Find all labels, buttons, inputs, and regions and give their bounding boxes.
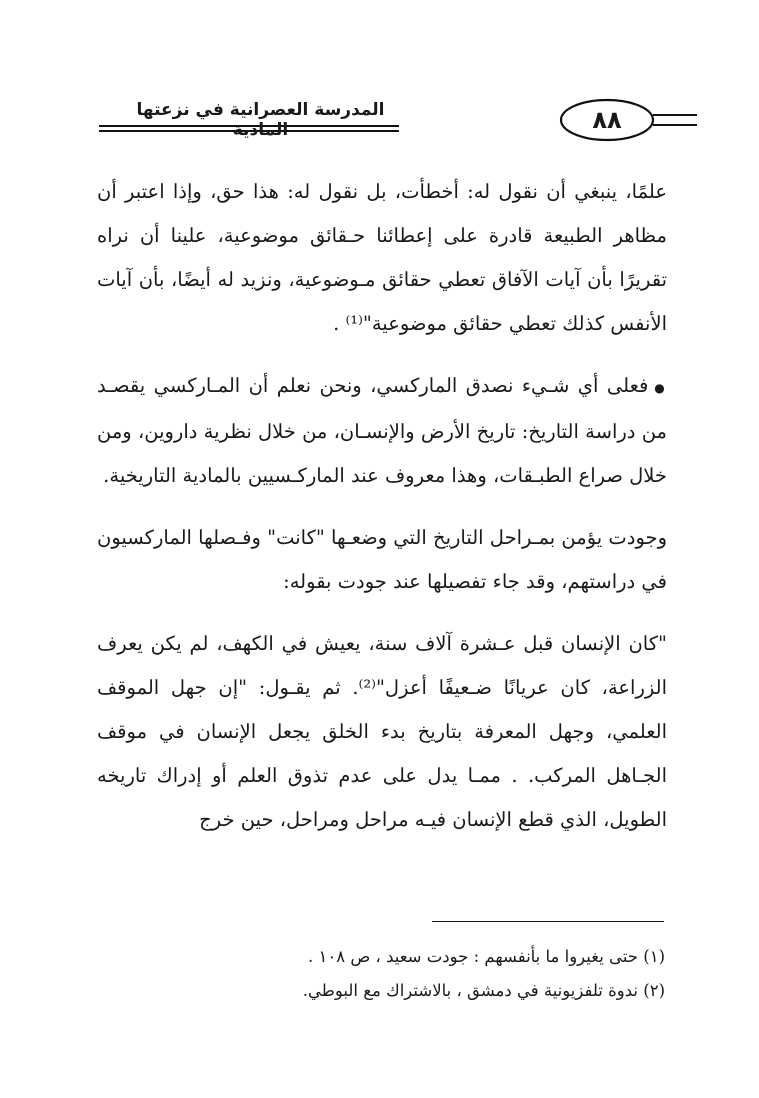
page-number-badge	[557, 96, 657, 144]
paragraph-text: فعلى أي شـيء نصدق الماركسي، ونحن نعلم أن المـاركسي يقصـد من دراسة التاريخ: تاريخ الأرض والإنسـان، من خلال نظرية داروين، ومن خلال صراع الطبـقات، وهذا معروف عند الماركـسيين بالمادية التاريخية.	[97, 374, 667, 487]
bullet-icon	[648, 374, 667, 397]
running-title: المدرسة العصرانية في نزعتها المادية	[136, 100, 385, 140]
footnote-divider	[432, 921, 664, 922]
paragraph	[97, 364, 667, 498]
page-header	[93, 96, 693, 156]
paragraph: علمًا، ينبغي أن نقول له: أخطأت، بل نقول له: هذا حق، وإذا اعتبر أن مظاهر الطبيعة قادرة على إعطائنا حـقائق موضوعية، علينا أن نراه تقريرًا بأن آيات الآفاق تعطي حقائق مـوضوعية، ونزيد له أيضًا، بأن آيات الأنفس كذلك تعطي حقائق موضوعية"⁽¹⁾ .	[97, 180, 667, 335]
paragraph: وجودت يؤمن بمـراحل التاريخ التي وضعـها "كانت" وفـصلها الماركسيون في دراستهم، وقد جاء تفصيلها عند جودت بقوله:	[97, 526, 667, 593]
footnote: (١) حتى يغيروا ما بأنفسهم : جودت سعيد ، ص ١٠٨ .	[307, 947, 665, 966]
body-text	[97, 170, 667, 842]
page-number: ٨٨	[592, 106, 622, 134]
paragraph: "كان الإنسان قبل عـشرة آلاف سنة، يعيش في الكهف، لم يكن يعرف الزراعة، كان عريانًا ضـعيفًا أعزل"⁽²⁾. ثم يقـول: "إن جهل الموقف العلمي، وجهل المعرفة بتاريخ بدء الخلق يجعل الإنسان في موقف الجـاهل المركب. . ممـا يدل على عدم تذوق العلم أو إدراك تاريخه الطويل، الذي قطع الإنسان فيـه مراحل ومراحل، حين خرج	[97, 632, 667, 831]
footnote: (٢) ندوة تلفزيونية في دمشق ، بالاشتراك مع البوطي.	[302, 981, 665, 1000]
footnotes	[97, 940, 665, 1008]
